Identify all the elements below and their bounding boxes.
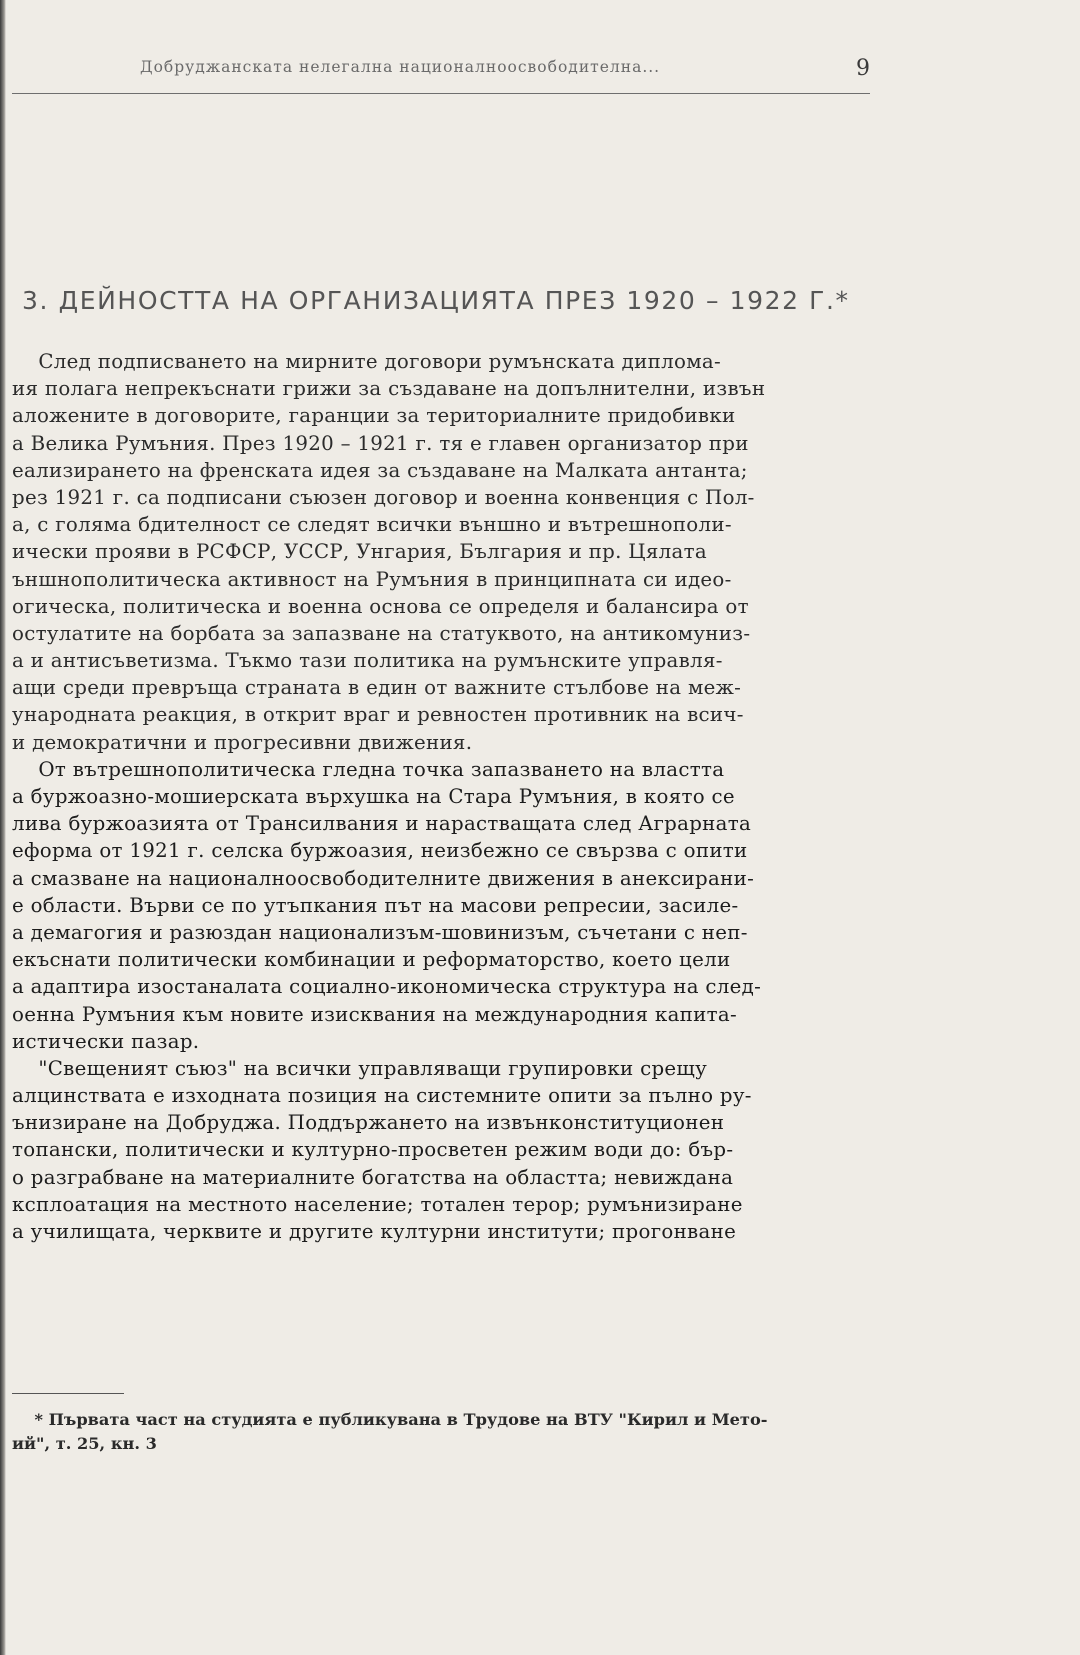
page-number: 9 bbox=[856, 56, 870, 81]
text-line: ъншнополитическа активност на Румъния в принципната си идео- bbox=[12, 567, 732, 591]
text-line: ународната реакция, в открит враг и ревностен противник на всич- bbox=[12, 703, 744, 727]
footnote bbox=[12, 1408, 872, 1456]
text-line: След подписването на мирните договори румънската диплома- bbox=[12, 350, 721, 373]
footnote-line: ий", т. 25, кн. 3 bbox=[12, 1434, 157, 1453]
text-line: аложените в договорите, гаранции за териториалните придобивки bbox=[12, 404, 736, 428]
text-line: еформа от 1921 г. селска буржоазия, неизбежно се свързва с опити bbox=[12, 839, 748, 863]
text-line: истически пазар. bbox=[12, 1029, 200, 1053]
text-line: ически прояви в РСФСР, УССР, Унгария, България и пр. Цялата bbox=[12, 540, 707, 564]
text-line: рез 1921 г. са подписани съюзен договор и военна конвенция с Пол- bbox=[12, 485, 755, 509]
body-text bbox=[12, 348, 874, 1245]
text-line: ащи среди превръща страната в един от важните стълбове на меж- bbox=[12, 676, 742, 700]
text-line: а адаптира изостаналата социално-икономическа структура на след- bbox=[12, 975, 762, 999]
text-line: а Велика Румъния. През 1920 – 1921 г. тя е главен организатор при bbox=[12, 431, 749, 455]
text-line: а смазване на националноосвободителните движения в анексирани- bbox=[12, 866, 755, 890]
text-line: е области. Върви се по утъпкания път на масови репресии, засиле- bbox=[12, 893, 739, 917]
text-line: "Свещеният съюз" на всички управляващи групировки срещу bbox=[12, 1056, 708, 1080]
text-line: и демократични и прогресивни движения. bbox=[12, 730, 473, 754]
section-heading: 3. ДЕЙНОСТТА НА ОРГАНИЗАЦИЯТА ПРЕЗ 1920 – 1922 Г.* bbox=[22, 286, 850, 315]
text-line: оенна Румъния към новите изисквания на международния капита- bbox=[12, 1002, 737, 1026]
running-head: Добруджанската нелегална националноосвободителна... bbox=[140, 58, 661, 76]
text-line: алцинствата е изходната позиция на системните опити за пълно ру- bbox=[12, 1084, 752, 1108]
text-line: От вътрешнополитическа гледна точка запазването на властта bbox=[12, 757, 725, 781]
text-line: лива буржоазията от Трансилвания и нарастващата след Аграрната bbox=[12, 812, 752, 836]
text-line: а училищата, черквите и другите културни институти; прогонване bbox=[12, 1220, 737, 1243]
text-line: екъснати политически комбинации и реформаторство, което цели bbox=[12, 948, 731, 972]
footnote-line: * Първата част на студията е публикувана в Трудове на ВТУ "Кирил и Мето- bbox=[12, 1410, 768, 1429]
text-line: ънизиране на Добруджа. Поддържането на извънконституционен bbox=[12, 1111, 725, 1135]
text-line: остулатите на борбата за запазване на статуквото, на антикомуниз- bbox=[12, 621, 751, 645]
text-line: а буржоазно-мошиерската върхушка на Стара Румъния, в която се bbox=[12, 785, 735, 808]
footnote-rule bbox=[12, 1393, 124, 1394]
text-line: ия полага непрекъснати грижи за създаване на допълнителни, извън bbox=[12, 377, 766, 401]
text-line: а и антисъветизма. Тъкмо тази политика на румънските управля- bbox=[12, 649, 723, 673]
text-line: ксплоатация на местното население; тотален терор; румънизиране bbox=[12, 1192, 743, 1216]
text-line: еализирането на френската идея за създаване на Малката антанта; bbox=[12, 458, 748, 482]
text-line: а, с голяма бдителност се следят всички външно и вътрешнополи- bbox=[12, 513, 732, 537]
text-line: огическа, политическа и военна основа се определя и балансира от bbox=[12, 594, 749, 618]
text-line: а демагогия и разюздан национализъм-шовинизъм, съчетани с неп- bbox=[12, 920, 748, 944]
text-line: топански, политически и културно-просветен режим води до: бър- bbox=[12, 1138, 734, 1162]
text-line: о разграбване на материалните богатства на областта; невиждана bbox=[12, 1165, 734, 1189]
header-rule bbox=[12, 93, 870, 94]
